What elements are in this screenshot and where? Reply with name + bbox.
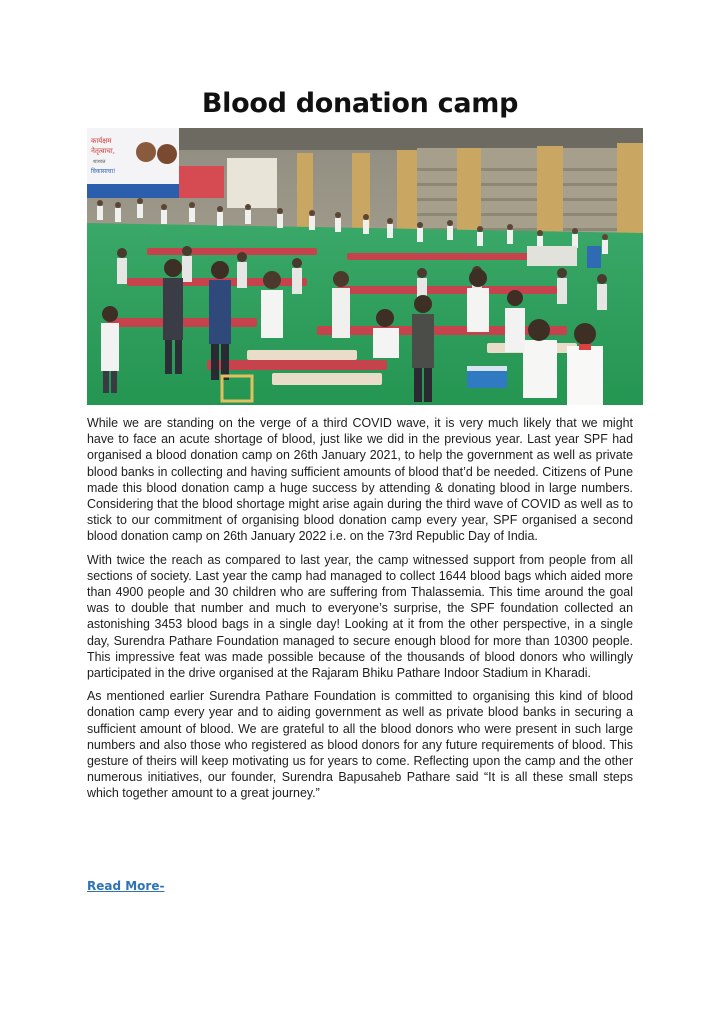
banner-text-4: विकासाचा! <box>91 168 116 175</box>
banner-text-3: शाश्वत <box>93 159 106 165</box>
page-title: Blood donation camp <box>201 88 519 119</box>
paragraph-1: While we are standing on the verge of a third COVID wave, it is very much likely that we might have to face an acute shortage of blood, just like we did in the previous year. Last year SPF had organised a blood donation camp on 26th January 2021, to help the government as well as private blood banks in collecting and having sufficient amounts of blood that’d be needed. Citizens of Pune made this blood donation camp a huge success by attending & donating blood in large numbers. Considering that the blood shortage might arise again during the third wave of COVID as well as to stick to our commitment of organising blood donation camp every year, SPF organised a second blood donation camp on 26th January 2022 i.e. on the 73rd Republic Day of India. <box>87 416 633 544</box>
camp-photo <box>87 128 643 405</box>
paragraph-2: With twice the reach as compared to last year, the camp witnessed support from people from all sections of society. Last year the camp had managed to collect 1644 blood bags which aided more than 4900 people and 30 children who are suffering from Thalassemia. This time around the goal was to double that number and much to everyone’s surprise, the SPF foundation collected an astonishing 3453 blood bags in a single day! Looking at it from the other perspective, in a single day, Surendra Pathare Foundation managed to secure enough blood for more than 10300 people. This impressive feat was made possible because of the thousands of blood donors who willingly participated in the drive organised at the Rajaram Bhiku Pathare Indoor Stadium in Kharadi. <box>87 552 633 681</box>
banner-text-1: कार्यक्षम <box>91 137 112 145</box>
read-more-link[interactable]: Read More- <box>87 879 165 893</box>
banner-text-2: नेतृत्वाचा, <box>91 147 115 155</box>
paragraph-3: As mentioned earlier Surendra Pathare Foundation is committed to organising this kind of blood donation camp every year and to aiding government as well as private blood banks in securing a sufficient amount of blood. We are grateful to all the blood donors who were present in such large numbers and also those who registered as blood donors for any future requirements of blood. This gesture of theirs will keep motivating us for years to come. Reflecting upon the camp and the other numerous initiatives, our founder, Surendra Bapusaheb Pathare said “It is all these small steps which together amount to a great journey.” <box>87 689 633 801</box>
article-body <box>87 415 633 809</box>
